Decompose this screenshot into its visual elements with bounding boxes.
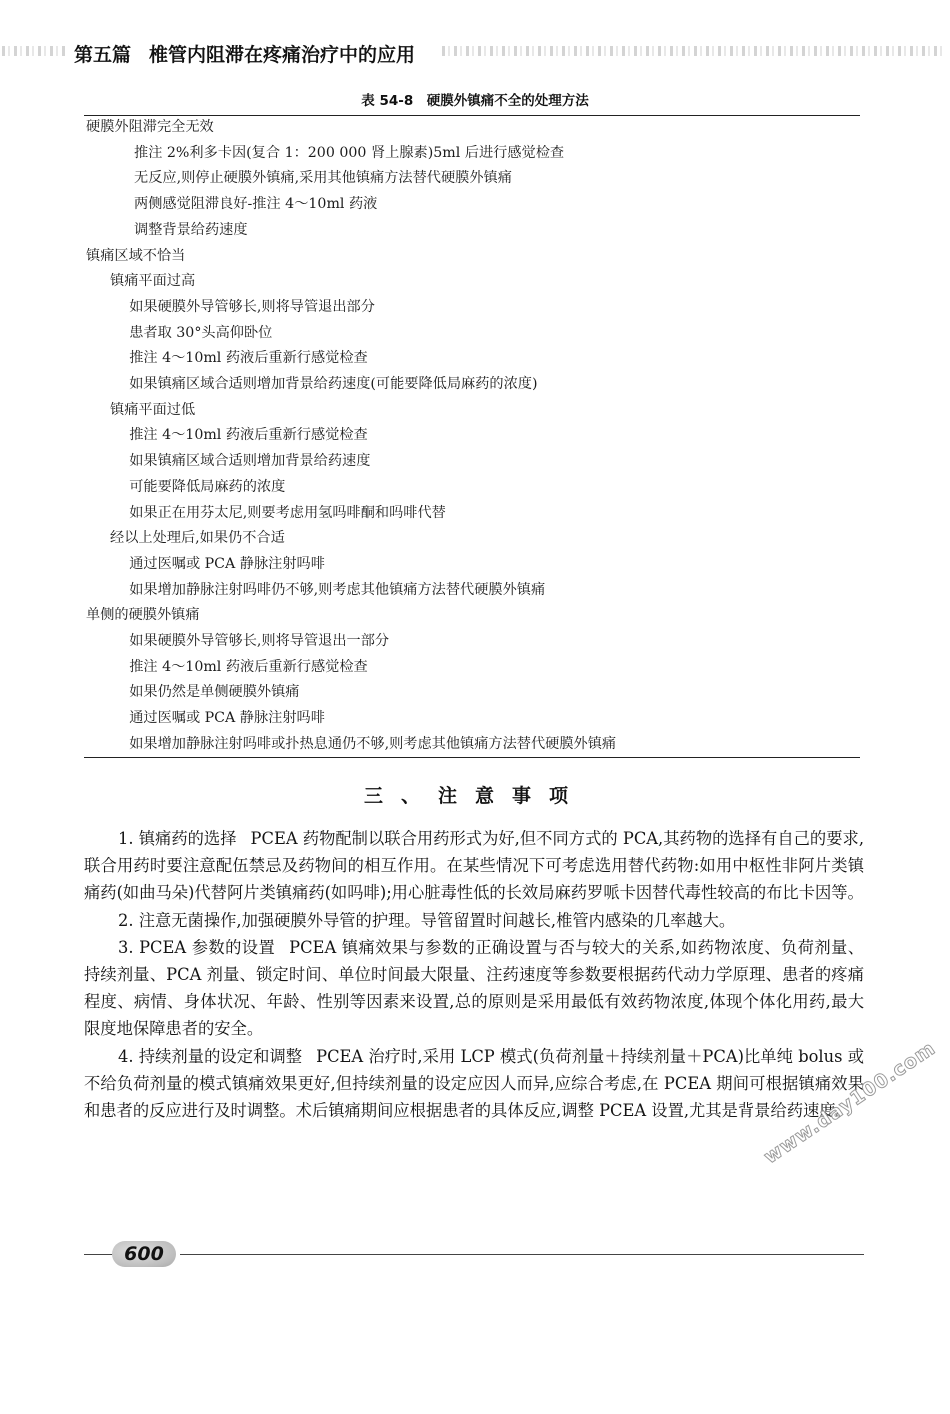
paragraph-lead: 3. PCEA 参数的设置 [118,937,276,957]
table-row: 如果增加静脉注射吗啡或扑热息通仍不够,则考虑其他镇痛方法替代硬膜外镇痛 [129,735,617,752]
paragraph-lead: 1. 镇痛药的选择 [118,829,237,848]
table-row: 硬膜外阻滞完全无效 [86,119,214,135]
paragraph-text: PCEA 药物配制以联合用药形式为好,但不同方式的 PCA,其药物的选择有自己的要求,联合用药时要注意配伍禁忌及药物间的相互作用。在某些情况下可考虑选用替代药物:如用中枢性非阿片类镇痛药(如曲马朵)代替阿片类镇痛药(如吗啡);用心脏毒性低的长效局麻药罗哌卡因替代毒性较高的布比卡因等。 [84,829,864,903]
section-heading: 三、注意事项 [363,785,586,807]
running-header-chapter: 椎管内阻滞在疼痛治疗中的应用 [149,44,416,66]
footer-rule-right [180,1254,864,1255]
page-number: 600 [112,1241,176,1267]
table-row: 如果硬膜外导管够长,则将导管退出部分 [129,298,375,315]
table-row: 通过医嘱或 PCA 静脉注射吗啡 [129,710,325,727]
paragraph-lead: 4. 持续剂量的设定和调整 [118,1046,303,1066]
table-row: 调整背景给药速度 [134,221,248,238]
table-row: 可能要降低局麻药的浓度 [129,478,286,495]
watermark: www.day100.com [760,1037,940,1169]
body-paragraph [84,825,864,907]
header-speckle-left [2,46,68,56]
table-top-rule [84,115,860,116]
paragraph-text: PCEA 镇痛效果与参数的正确设置与否与较大的关系,如药物浓度、负荷剂量、持续剂量、PCA 剂量、锁定时间、单位时间最大限量、注药速度等参数要根据药代动力学原理、患者的疼痛程度、病情、身体状况、年龄、性别等因素来设置,总的原则是采用最低有效药物浓度,体现个体化用药,最大限度地保障患者的安全。 [84,937,864,1039]
paragraph-text: PCEA 治疗时,采用 LCP 模式(负荷剂量＋持续剂量＋PCA)比单纯 bolus 或不给负荷剂量的模式镇痛效果更好,但持续剂量的设定应因人而异,应综合考虑,在 PCEA 期间可根据镇痛效果和患者的反应进行及时调整。术后镇痛期间应根据患者的具体反应,调整 PCEA 设置,尤其是背景给药速度。 [84,1046,864,1121]
table-row: 推注 4～10ml 药液后重新行感觉检查 [129,427,368,444]
table-row: 无反应,则停止硬膜外镇痛,采用其他镇痛方法替代硬膜外镇痛 [134,170,512,187]
body-paragraph [84,934,864,1043]
page-footer [84,1238,864,1268]
paragraph-text: 2. 注意无菌操作,加强硬膜外导管的护理。导管留置时间越长,椎管内感染的几率越大。 [118,910,736,930]
table-row: 镇痛区域不恰当 [86,247,186,264]
table-row: 两侧感觉阻滞良好-推注 4～10ml 药液 [134,196,378,213]
table-row: 如果硬膜外导管够长,则将导管退出一部分 [129,633,390,649]
table-row: 患者取 30°头高仰卧位 [129,324,273,341]
header-speckle-right [442,46,942,56]
running-header-title [74,40,415,67]
body-paragraph [84,907,864,934]
table-row: 如果正在用芬太尼,则要考虑用氢吗啡酮和吗啡代替 [129,504,446,521]
table-row: 经以上处理后,如果仍不合适 [110,530,285,547]
table-row: 镇痛平面过高 [110,273,196,290]
body-paragraph [84,1043,864,1125]
footer-rule-left [84,1254,114,1255]
running-header-part: 第五篇 [74,44,132,66]
table-caption: 表 54-8 硬膜外镇痛不全的处理方法 [361,93,589,109]
table-row: 如果镇痛区域合适则增加背景给药速度 [129,453,371,470]
table-row: 如果增加静脉注射吗啡仍不够,则考虑其他镇痛方法替代硬膜外镇痛 [129,581,546,598]
table-row: 推注 4～10ml 药液后重新行感觉检查 [129,350,368,367]
table-row: 推注 2%利多卡因(复合 1：200 000 肾上腺素)5ml 后进行感觉检查 [134,144,565,161]
running-header [0,38,950,66]
table-row: 镇痛平面过低 [110,401,196,418]
table-row: 如果仍然是单侧硬膜外镇痛 [129,684,300,701]
table-row: 通过医嘱或 PCA 静脉注射吗啡 [129,555,325,572]
table-row: 如果镇痛区域合适则增加背景给药速度(可能要降低局麻药的浓度) [129,376,538,392]
table-row: 单侧的硬膜外镇痛 [86,607,200,624]
table-row: 推注 4～10ml 药液后重新行感觉检查 [129,658,368,675]
table-bottom-rule [84,757,860,758]
section-body [84,825,864,1124]
